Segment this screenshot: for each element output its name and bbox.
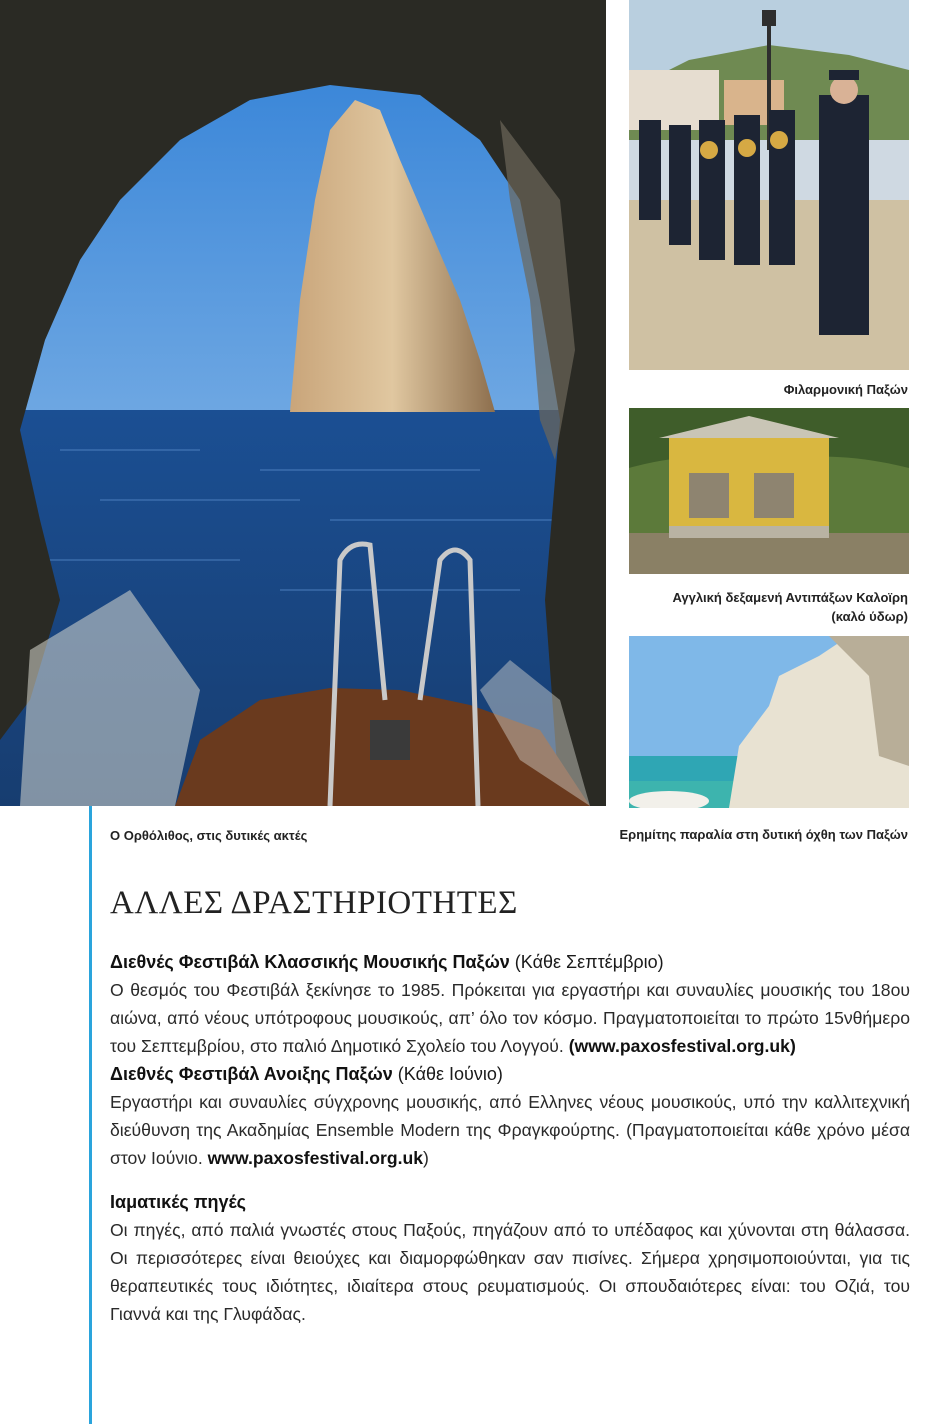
springs-heading: Ιαματικές πηγές bbox=[110, 1192, 246, 1212]
beach-caption: Ερημίτης παραλία στη δυτική όχθη των Παξών bbox=[619, 827, 908, 842]
festival-classical-link[interactable]: (www.paxosfestival.org.uk) bbox=[568, 1036, 796, 1056]
cave-caption: Ο Ορθόλιθος, στις δυτικές ακτές bbox=[110, 828, 308, 843]
festival-spring-name: Διεθνές Φεστιβάλ Ανοιξης Παξών bbox=[110, 1064, 393, 1084]
festival-spring-when: (Κάθε Ιούνιο) bbox=[392, 1064, 503, 1084]
band-photo bbox=[629, 0, 909, 370]
festival-spring-link[interactable]: www.paxosfestival.org.uk bbox=[207, 1148, 424, 1168]
main-text bbox=[110, 880, 910, 1328]
water-tank-photo bbox=[629, 408, 909, 574]
section-title: ΑΛΛΕΣ ΔΡΑΣΤΗΡΙΟΤΗΤΕΣ bbox=[110, 885, 518, 921]
water-tank-caption-line1: Αγγλική δεξαμενή Αντιπάξων Καλοϊρη bbox=[672, 590, 908, 605]
accent-rule bbox=[89, 806, 92, 1424]
band-caption: Φιλαρμονική Παξών bbox=[783, 382, 908, 397]
festival-spring-tail: ) bbox=[423, 1148, 429, 1168]
beach-photo bbox=[629, 636, 909, 808]
water-tank-caption-line2: (καλό ύδωρ) bbox=[831, 609, 908, 624]
festival-classical-when: (Κάθε Σεπτέμβριο) bbox=[509, 952, 664, 972]
cave-photo bbox=[0, 0, 606, 806]
springs-body: Οι πηγές, από παλιά γνωστές στους Παξούς, πηγάζουν από το υπέδαφος και χύνονται στη θάλασσα. Οι περισσότερες είναι θειούχες και διαμορφώθηκαν σαν πισίνες. Σήμερα χρησιμοποιούνται, για τις θεραπευτικές τους ιδιότητες, ιδιαίτερα στους ρευματισμούς. Οι σπουδαιότερες είναι: του Οζιά, του Γιαννά και της Γλυφάδας. bbox=[110, 1220, 910, 1324]
water-tank-caption bbox=[608, 588, 908, 626]
festival-spring-heading bbox=[110, 1060, 910, 1088]
festival-classical-name: Διεθνές Φεστιβάλ Κλασσικής Μουσικής Παξών bbox=[110, 952, 510, 972]
festival-spring-text: Εργαστήρι και συναυλίες σύγχρονης μουσικής, από Ελληνες νέους μουσικούς, υπό την καλλιτεχνική διεύθυνση της Ακαδημίας Ensemble Modern της Φραγκφούρτης. (Πραγματοποιείται κάθε χρόνο μέσα στον Ιούνιο. bbox=[110, 1092, 910, 1168]
festival-classical-body bbox=[110, 976, 910, 1060]
festival-spring-body bbox=[110, 1088, 910, 1172]
festival-classical-heading bbox=[110, 948, 910, 976]
festival-classical-text: Ο θεσμός του Φεστιβάλ ξεκίνησε το 1985. Πρόκειται για εργαστήρι και συναυλίες μουσικής του 18ου αιώνα, από νέους υπότροφους μουσικούς, απ’ όλο τον κόσμο. Πραγματοποιείται το πρώτο 15νθήμερο του Σεπτεμβρίου, στο παλιό Δημοτικό Σχολείο του Λογγού. bbox=[110, 980, 910, 1056]
